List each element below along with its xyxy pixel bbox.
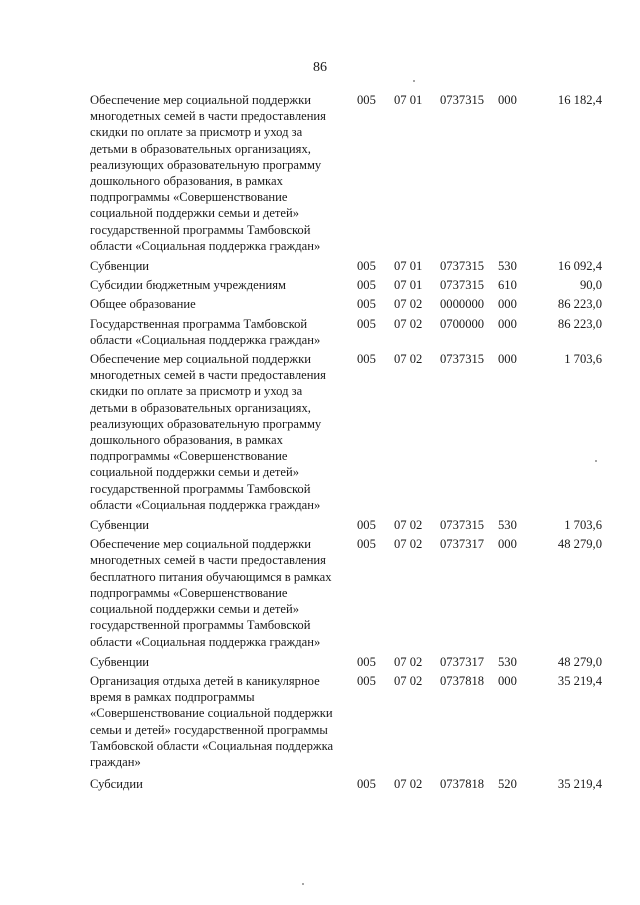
row-amount: 1 703,6: [564, 518, 602, 533]
row-section-code: 07 01: [394, 259, 423, 274]
row-article-code: 0000000: [440, 297, 485, 312]
row-amount: 90,0: [579, 278, 602, 293]
row-section-code: 07 02: [394, 673, 423, 688]
row-section-code: 07 02: [394, 518, 423, 533]
page-number: 86: [313, 60, 327, 75]
table-row: [90, 654, 602, 670]
row-section-code: 07 02: [394, 297, 423, 312]
row-name: Организация отдыха детей в каникулярное время в рамках подпрограммы «Совершенствование социальной поддержки семьи и детей» государственной программы Тамбовской области «Социальная поддержка граждан»: [90, 673, 334, 769]
table-row: [90, 296, 602, 312]
row-ved-code: 005: [357, 673, 376, 688]
row-name: Субсидии: [90, 777, 143, 792]
row-amount: 16 182,4: [557, 93, 602, 107]
scan-speck: [413, 80, 415, 82]
row-name: Государственная программа Тамбовской области «Социальная поддержка граждан»: [90, 316, 321, 347]
budget-table: [90, 92, 602, 795]
row-ved-code: 005: [357, 537, 376, 552]
table-row: [90, 316, 602, 348]
table-row: [90, 277, 602, 293]
row-amount: 48 279,0: [557, 537, 602, 552]
row-name: Обеспечение мер социальной поддержки многодетных семей в части предоставления бесплатного питания обучающимся в рамках подпрограммы «Совершенствование социальной поддержки семьи и детей» государственной программы Тамбовской области «Социальная поддержка граждан»: [90, 537, 332, 649]
row-article-code: 0737818: [440, 777, 485, 792]
row-name: Обеспечение мер социальной поддержки многодетных семей в части предоставления скидки по оплате за присмотр и уход за детьми в образовательных организациях, реализующих образовательную программу дошкольного образования, в рамках подпрограммы «Совершенствование социальной поддержки семьи и детей» государственной программы Тамбовской области «Социальная поддержка граждан»: [90, 352, 326, 512]
row-type-code: 000: [498, 316, 517, 331]
row-type-code: 610: [498, 278, 517, 293]
row-name: Субсидии бюджетным учреждениям: [90, 278, 286, 293]
table-row: [90, 536, 602, 649]
row-ved-code: 005: [357, 297, 376, 312]
row-section-code: 07 02: [394, 537, 423, 552]
row-ved-code: 005: [357, 278, 376, 293]
row-amount: 48 279,0: [557, 654, 602, 669]
row-section-code: 07 01: [394, 278, 423, 293]
row-article-code: 0737317: [440, 537, 485, 552]
row-ved-code: 005: [357, 352, 376, 367]
row-type-code: 000: [498, 297, 517, 312]
row-type-code: 530: [498, 259, 517, 274]
row-ved-code: 005: [357, 654, 376, 669]
table-row: [90, 351, 602, 513]
row-article-code: 0737818: [440, 673, 485, 688]
row-article-code: 0737315: [440, 352, 485, 367]
row-name: Общее образование: [90, 297, 196, 312]
row-type-code: 000: [498, 352, 517, 367]
table-row: [90, 517, 602, 533]
row-article-code: 0737315: [440, 259, 485, 274]
row-article-code: 0737315: [440, 93, 485, 107]
row-amount: 1 703,6: [564, 352, 602, 367]
row-article-code: 0737317: [440, 654, 485, 669]
row-ved-code: 005: [357, 316, 376, 331]
row-name: Субвенции: [90, 259, 150, 274]
row-name: Обеспечение мер социальной поддержки многодетных семей в части предоставления скидки по оплате за присмотр и уход за детьми в образовательных организациях, реализующих образовательную программу дошкольного образования, в рамках подпрограммы «Совершенствование социальной поддержки семьи и детей» государственной программы Тамбовской области «Социальная поддержка граждан»: [90, 93, 326, 253]
scan-speck: [595, 460, 597, 462]
row-type-code: 530: [498, 518, 517, 533]
row-type-code: 520: [498, 777, 517, 792]
row-article-code: 0737315: [440, 278, 485, 293]
row-type-code: 000: [498, 673, 517, 688]
row-ved-code: 005: [357, 259, 376, 274]
row-section-code: 07 02: [394, 654, 423, 669]
row-amount: 35 219,4: [557, 777, 602, 792]
row-amount: 86 223,0: [557, 316, 602, 331]
row-type-code: 000: [498, 93, 517, 107]
row-section-code: 07 02: [394, 316, 423, 331]
row-name: Субвенции: [90, 654, 150, 669]
row-type-code: 530: [498, 654, 517, 669]
scan-speck: [302, 883, 304, 885]
row-ved-code: 005: [357, 93, 376, 107]
row-section-code: 07 02: [394, 777, 423, 792]
table-row: [90, 776, 602, 792]
row-ved-code: 005: [357, 777, 376, 792]
row-type-code: 000: [498, 537, 517, 552]
row-amount: 16 092,4: [557, 259, 602, 274]
row-name: Субвенции: [90, 518, 150, 533]
table-row: [90, 673, 602, 770]
table-row: [90, 258, 602, 274]
row-article-code: 0700000: [440, 316, 485, 331]
row-amount: 86 223,0: [557, 297, 602, 312]
row-ved-code: 005: [357, 518, 376, 533]
row-section-code: 07 02: [394, 352, 423, 367]
table-row: [90, 92, 602, 254]
row-section-code: 07 01: [394, 93, 423, 107]
row-article-code: 0737315: [440, 518, 485, 533]
row-amount: 35 219,4: [557, 673, 602, 688]
